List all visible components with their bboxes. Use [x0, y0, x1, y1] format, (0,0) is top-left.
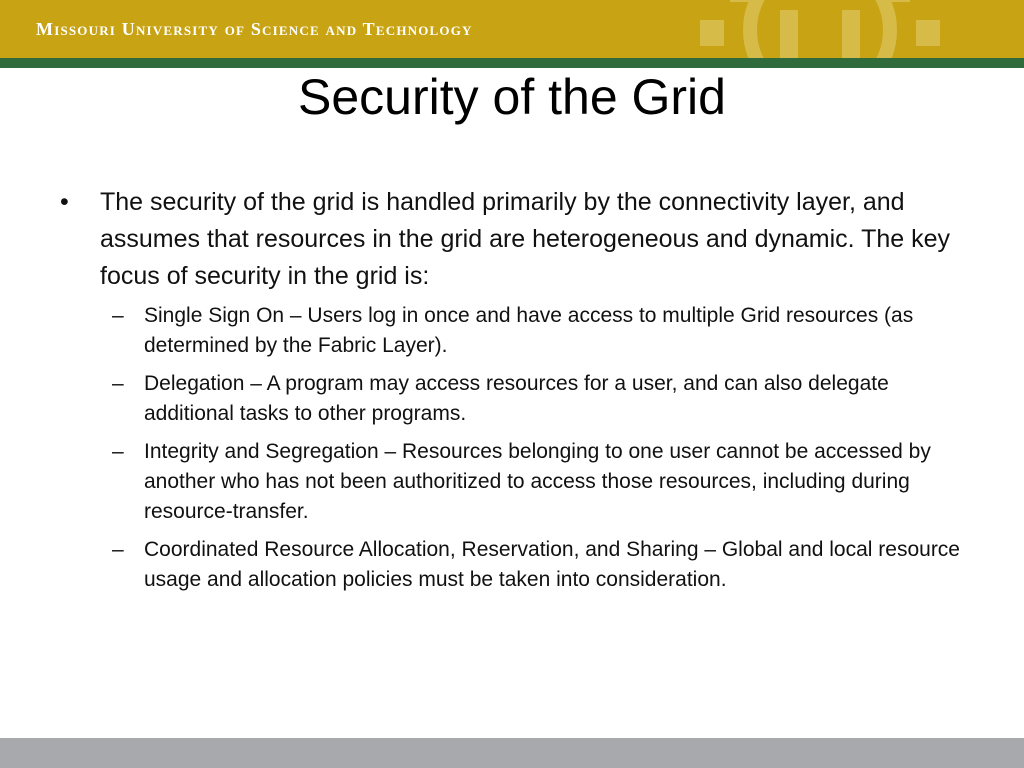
sub-bullet-item: [112, 437, 968, 527]
footer-band: [0, 738, 1024, 768]
sub-bullet-text: Integrity and Segregation – Resources belonging to one user cannot be accessed by another who has not been authoritized to access those resources, including during resource-transfer.: [144, 440, 931, 523]
slide-title: Security of the Grid: [298, 69, 726, 125]
sub-bullet-marker: –: [112, 538, 124, 561]
sub-bullet-item: [112, 369, 968, 429]
sub-bullet-text: Single Sign On – Users log in once and have access to multiple Grid resources (as determined by the Fabric Layer).: [144, 304, 914, 357]
slide-content: [58, 184, 968, 603]
sub-bullet-item: [112, 535, 968, 595]
sub-bullet-marker: –: [112, 372, 124, 395]
main-bullet-text: The security of the grid is handled primarily by the connectivity layer, and assumes that resources in the grid are heterogeneous and dynamic. The key focus of security in the grid is:: [100, 188, 951, 290]
sub-bullet-marker: –: [112, 304, 124, 327]
main-bullet: [58, 184, 968, 295]
sub-bullet-text: Coordinated Resource Allocation, Reservation, and Sharing – Global and local resource usage and allocation policies must be taken into consideration.: [144, 538, 960, 591]
institution-name: Missouri University of Science and Technology: [36, 19, 473, 39]
gear-seal-icon: [660, 0, 980, 58]
sub-bullet-marker: –: [112, 440, 124, 463]
sub-bullet-text: Delegation – A program may access resources for a user, and can also delegate additional tasks to other programs.: [144, 372, 889, 425]
header-band: [0, 0, 1024, 58]
sub-bullet-item: [112, 301, 968, 361]
sub-bullet-list: [58, 301, 968, 595]
bullet-marker: •: [60, 188, 69, 216]
